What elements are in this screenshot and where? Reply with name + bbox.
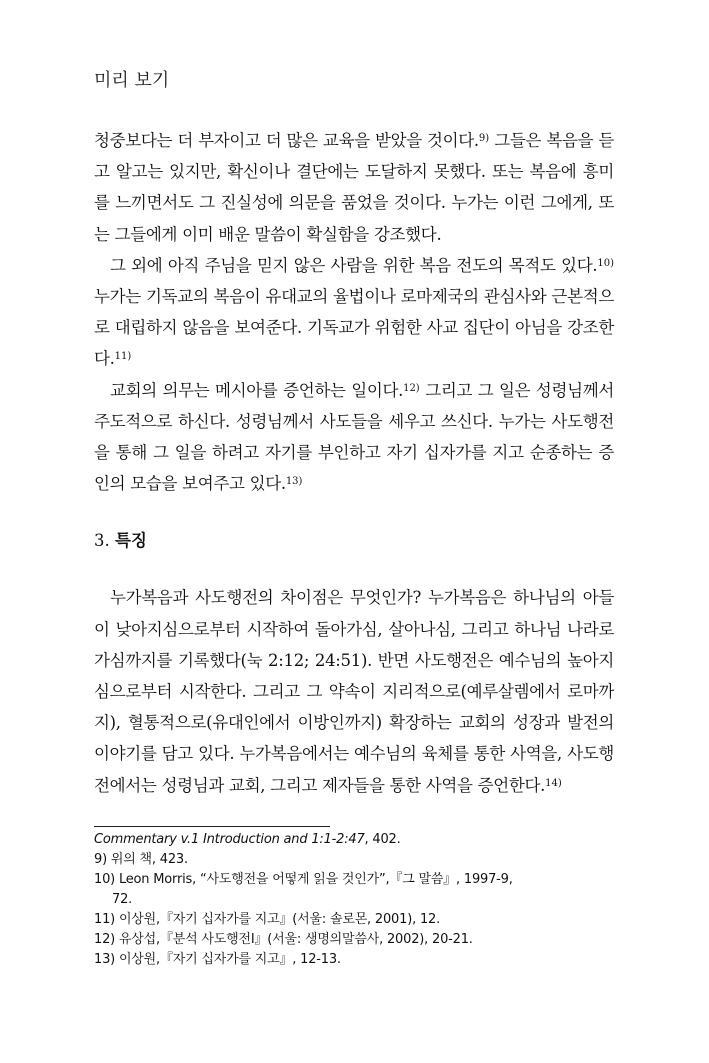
section-title: 특징 bbox=[115, 531, 147, 551]
page-header: 미리 보기 bbox=[94, 70, 170, 91]
section-number: 3. bbox=[94, 531, 110, 551]
paragraph bbox=[94, 375, 614, 500]
footnote-italic-title: Commentary v.1 Introduction and 1:1-2:47 bbox=[94, 832, 365, 847]
footnote-ref: 14) bbox=[545, 777, 562, 789]
footnote-ref: 13) bbox=[285, 476, 303, 488]
paragraph-text: 누가복음과 사도행전의 차이점은 무엇인가? 누가복음은 하나님의 아들이 낮아지심으로부터 시작하여 돌아가심, 살아나심, 그리고 하나님 나라로 가심까지를 기록했다(눅 2:12; 24:51). 반면 사도행전은 예수님의 높아지심으로부터 시작한다. 그리고 그 약속이 지리적으로(예루살렘에서 로마까지), 혈통적으로(유대인에서 이방인까지) 확장하는 교회의 성장과 발전의 이야기를 담고 있다. 누가복음에서는 예수님의 육체를 통한 사역을, 사도행전에서는 성령님과 교회, 그리고 제자들을 통한 사역을 증언한다. bbox=[94, 588, 614, 795]
paragraph-text: 그들은 복음을 듣고 알고는 있지만, 확신이나 결단에는 도달하지 못했다. 또는 복음에 흥미를 느끼면서도 그 진실성에 의문을 품었을 것이다. 누가는 이런 그에게, 또는 그들에게 이미 배운 말씀이 확실함을 강조했다. bbox=[94, 131, 615, 244]
paragraph bbox=[94, 582, 614, 800]
footnote-ref: 11) bbox=[114, 351, 132, 363]
footnote-divider bbox=[94, 826, 330, 827]
body-text bbox=[94, 125, 614, 801]
section-heading bbox=[94, 530, 614, 552]
footnote-13: 13) 이상원,『자기 십자가를 지고』, 12-13. bbox=[94, 952, 341, 967]
footnote-10-continued: 72. bbox=[112, 892, 133, 907]
footnote-9: 9) 위의 책, 423. bbox=[94, 852, 188, 867]
paragraph-text: 그리고 그 일은 성령님께서 주도적으로 하신다. 성령님께서 사도들을 세우고 쓰신다. 누가는 사도행전을 통해 그 일을 하려고 자기를 부인하고 자기 십자가를 지고 순종하는 증인의 모습을 보여주고 있다. bbox=[94, 380, 615, 494]
paragraph-text: 누가는 기독교의 복음이 유대교의 율법이나 로마제국의 관심사와 근본적으로 대립하지 않음을 보여준다. 기독교가 위험한 사교 집단이 아님을 강조한다. bbox=[94, 287, 614, 369]
paragraph bbox=[94, 250, 614, 375]
footnote-12: 12) 유상섭,『분석 사도행전I』(서울: 생명의말씀사, 2002), 20-21. bbox=[94, 932, 473, 947]
footnote-text: , 402. bbox=[364, 832, 401, 847]
footnote-carryover bbox=[94, 830, 614, 850]
footnote-10: 10) Leon Morris, “사도행전을 어떻게 읽을 것인가”,『그 말씀』, 1997-9, bbox=[94, 872, 513, 887]
footnote-11: 11) 이상원,『자기 십자가를 지고』(서울: 솔로몬, 2001), 12. bbox=[94, 912, 441, 927]
paragraph-text: 청중보다는 더 부자이고 더 많은 교육을 받았을 것이다. bbox=[94, 131, 479, 150]
paragraph-text: 교회의 의무는 메시아를 증언하는 일이다. bbox=[110, 380, 404, 400]
footnote-ref: 9) bbox=[478, 133, 490, 144]
paragraph bbox=[94, 125, 614, 250]
paragraph-text: 그 외에 아직 주님을 믿지 않은 사람을 위한 복음 전도의 목적도 있다. bbox=[110, 255, 598, 275]
footnote-ref: 10) bbox=[597, 257, 614, 269]
footnote-ref: 12) bbox=[403, 382, 420, 394]
footnotes bbox=[94, 826, 614, 970]
